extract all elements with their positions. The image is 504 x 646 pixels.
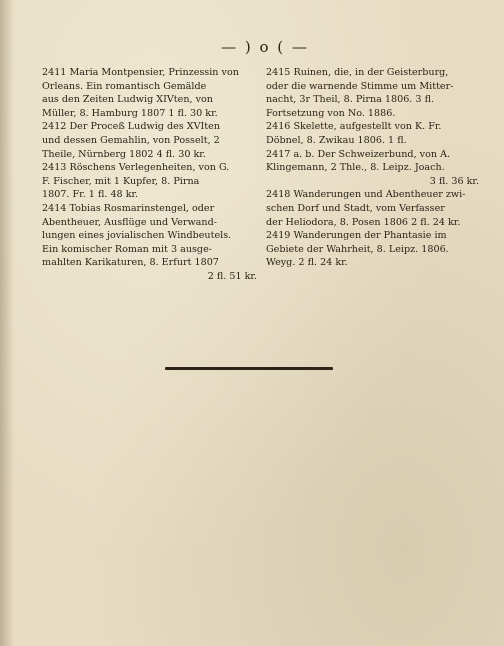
entry-line: der Heliodora, 8. Posen 1806 2 fl. 24 kr. <box>266 216 461 228</box>
left-column <box>42 66 257 284</box>
catalog-entry-2412 <box>42 120 257 161</box>
entry-line: nacht, 3r Theil, 8. Pirna 1806. 3 fl. <box>266 94 435 106</box>
entry-line: 2419 Wanderungen der Phantasie im <box>266 230 447 242</box>
catalog-entry-2416 <box>266 120 479 147</box>
entry-line: Gebiete der Wahrheit, 8. Leipz. 1806. <box>266 243 449 255</box>
entry-line: mahlten Karikaturen, 8. Erfurt 1807 <box>42 257 219 269</box>
entry-line: 2412 Der Proceß Ludwig des XVIten <box>42 121 221 133</box>
entry-line: oder die warnende Stimme um Mitter- <box>266 80 454 92</box>
section-divider-rule <box>165 367 333 370</box>
entry-price: 2 fl. 51 kr. <box>207 270 257 282</box>
catalog-entry-2411 <box>42 66 257 120</box>
entry-line: Weyg. 2 fl. 24 kr. <box>266 257 348 269</box>
entry-line: Abentheuer, Ausflüge und Verwand- <box>42 216 217 228</box>
entry-line: Döbnel, 8. Zwikau 1806. 1 fl. <box>266 134 407 146</box>
entry-line: Müller, 8. Hamburg 1807 1 fl. 30 kr. <box>42 107 218 119</box>
catalog-entry-2414 <box>42 202 257 284</box>
entry-line: Theile, Nürnberg 1802 4 fl. 30 kr. <box>42 148 206 160</box>
entry-line: aus den Zeiten Ludwig XIVten, von <box>42 94 213 106</box>
catalog-entry-2418 <box>266 188 479 229</box>
catalog-entry-2419 <box>266 229 479 270</box>
entry-line: 2418 Wanderungen und Abentheuer zwi- <box>266 189 466 201</box>
entry-line: Fortsetzung von No. 1886. <box>266 107 396 119</box>
entry-line: Ein komischer Roman mit 3 ausge- <box>42 243 212 255</box>
entry-line: lungen eines jovialischen Windbeutels. <box>42 230 232 242</box>
entry-line: und dessen Gemahlin, von Posselt, 2 <box>42 134 220 146</box>
catalog-entry-2413 <box>42 161 257 202</box>
entry-line: 2414 Tobias Rosmarinstengel, oder <box>42 202 215 214</box>
page-fold-shadow <box>0 0 14 646</box>
right-column <box>266 66 479 270</box>
entry-line: 2416 Skelette, aufgestellt von K. Fr. <box>266 121 442 133</box>
entry-line: 2417 a. b. Der Schweizerbund, von A. <box>266 148 451 160</box>
entry-line: 1807. Fr. 1 fl. 48 kr. <box>42 189 139 201</box>
entry-line: F. Fischer, mit 1 Kupfer, 8. Pirna <box>42 175 200 187</box>
catalog-entry-2415 <box>266 66 479 120</box>
catalog-entry-2417 <box>266 148 479 189</box>
entry-line: Orleans. Ein romantisch Gemälde <box>42 80 207 92</box>
entry-line: 2411 Maria Montpensier, Prinzessin von <box>42 67 239 78</box>
entry-price: 3 fl. 36 kr. <box>429 175 479 187</box>
entry-line: schen Dorf und Stadt, vom Verfasser <box>266 202 445 214</box>
entry-line: Klingemann, 2 Thle., 8. Leipz. Joach. <box>266 162 445 174</box>
page-header-marker: — ) o ( — <box>221 38 309 56</box>
entry-line: 2415 Ruinen, die, in der Geisterburg, <box>266 67 449 78</box>
entry-line: 2413 Röschens Verlegenheiten, von G. <box>42 162 230 174</box>
